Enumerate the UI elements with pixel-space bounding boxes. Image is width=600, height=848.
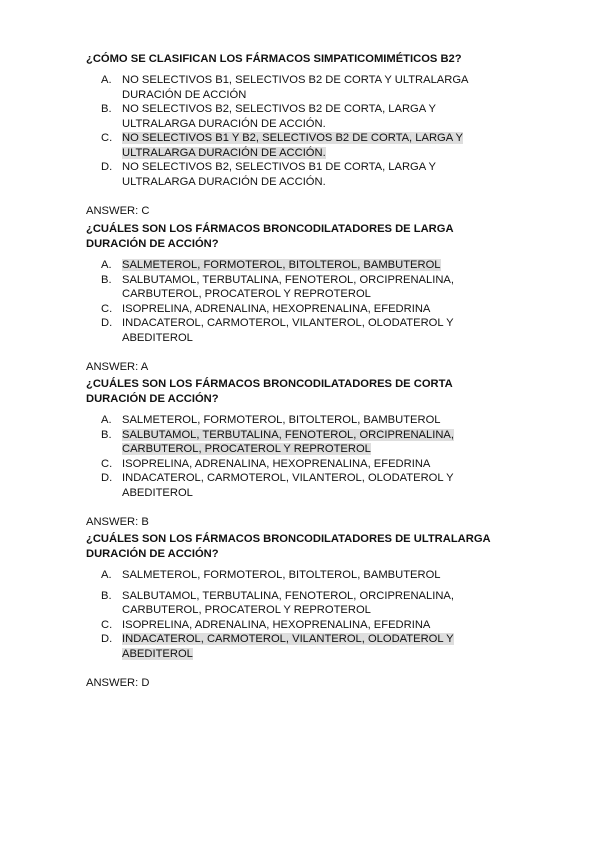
options-list (86, 73, 506, 189)
option-text-highlighted: SALBUTAMOL, TERBUTALINA, FENOTEROL, ORCIPRENALINA, CARBUTEROL, PROCATEROL Y REPROTEROL (122, 428, 454, 455)
option-a (86, 73, 506, 102)
option-letter: C. (101, 302, 113, 315)
option-a (86, 258, 506, 273)
option-letter: D. (101, 317, 113, 329)
options-list (86, 413, 506, 500)
option-text: NO SELECTIVOS B2, SELECTIVOS B2 DE CORTA, LARGA Y ULTRALARGA DURACIÓN DE ACCIÓN. (122, 103, 436, 130)
question-title: ¿CUÁLES SON LOS FÁRMACOS BRONCODILATADORES DE ULTRALARGA DURACIÓN DE ACCIÓN? (86, 533, 491, 560)
option-letter: B. (101, 428, 112, 441)
question-block-2 (86, 222, 506, 373)
answer-label: ANSWER: B (86, 516, 149, 528)
option-text: NO SELECTIVOS B2, SELECTIVOS B1 DE CORTA, LARGA Y ULTRALARGA DURACIÓN DE ACCIÓN. (122, 161, 436, 188)
options-list (86, 568, 506, 661)
question-title: ¿CÓMO SE CLASIFICAN LOS FÁRMACOS SIMPATICOMIMÉTICOS B2? (86, 53, 462, 65)
option-letter: A. (101, 569, 112, 581)
option-c (86, 131, 506, 160)
option-c (86, 618, 506, 633)
option-b (86, 273, 506, 302)
option-c (86, 302, 506, 317)
option-text: SALBUTAMOL, TERBUTALINA, FENOTEROL, ORCIPRENALINA, CARBUTEROL, PROCATEROL Y REPROTEROL (122, 589, 454, 616)
option-letter: D. (101, 633, 113, 645)
option-a (86, 568, 506, 583)
option-text: NO SELECTIVOS B1, SELECTIVOS B2 DE CORTA Y ULTRALARGA DURACIÓN DE ACCIÓN (122, 74, 468, 101)
option-text-highlighted: SALMETEROL, FORMOTEROL, BITOLTEROL, BAMBUTEROL (122, 259, 441, 271)
question-title: ¿CUÁLES SON LOS FÁRMACOS BRONCODILATADORES DE CORTA DURACIÓN DE ACCIÓN? (86, 378, 453, 405)
option-text: INDACATEROL, CARMOTEROL, VILANTEROL, OLODATEROL Y ABEDITEROL (122, 472, 454, 499)
options-list (86, 258, 506, 345)
question-block-3 (86, 377, 506, 528)
option-b (86, 102, 506, 131)
option-text: ISOPRELINA, ADRENALINA, HEXOPRENALINA, EFEDRINA (122, 302, 431, 315)
option-a (86, 413, 506, 428)
option-letter: C. (101, 132, 113, 144)
option-d (86, 316, 506, 345)
option-letter: B. (101, 589, 112, 602)
answer-label: ANSWER: A (86, 361, 149, 373)
question-block-4 (86, 532, 506, 689)
option-c (86, 457, 506, 472)
option-d (86, 632, 506, 661)
option-text-highlighted: NO SELECTIVOS B1 Y B2, SELECTIVOS B2 DE CORTA, LARGA Y ULTRALARGA DURACIÓN DE ACCIÓN. (122, 132, 463, 159)
option-text: SALMETEROL, FORMOTEROL, BITOLTEROL, BAMBUTEROL (122, 414, 441, 426)
option-letter: B. (101, 273, 112, 286)
option-text: SALMETEROL, FORMOTEROL, BITOLTEROL, BAMBUTEROL (122, 569, 441, 581)
question-title: ¿CUÁLES SON LOS FÁRMACOS BRONCODILATADORES DE LARGA DURACIÓN DE ACCIÓN? (86, 223, 454, 250)
option-d (86, 471, 506, 500)
option-d (86, 160, 506, 189)
option-letter: A. (101, 259, 112, 271)
option-letter: C. (101, 457, 113, 470)
option-letter: A. (101, 74, 112, 86)
option-letter: C. (101, 618, 113, 631)
option-b (86, 428, 506, 457)
option-text: ISOPRELINA, ADRENALINA, HEXOPRENALINA, EFEDRINA (122, 618, 431, 631)
option-letter: B. (101, 103, 112, 115)
question-block-1 (86, 52, 506, 217)
option-letter: D. (101, 161, 113, 173)
option-letter: D. (101, 472, 113, 484)
answer-label: ANSWER: C (86, 205, 150, 217)
option-b (86, 589, 506, 618)
option-text: SALBUTAMOL, TERBUTALINA, FENOTEROL, ORCIPRENALINA, CARBUTEROL, PROCATEROL Y REPROTEROL (122, 273, 454, 300)
option-text: ISOPRELINA, ADRENALINA, HEXOPRENALINA, EFEDRINA (122, 457, 431, 470)
option-text: INDACATEROL, CARMOTEROL, VILANTEROL, OLODATEROL Y ABEDITEROL (122, 317, 454, 344)
option-letter: A. (101, 414, 112, 426)
answer-label: ANSWER: D (86, 677, 150, 689)
option-text-highlighted: INDACATEROL, CARMOTEROL, VILANTEROL, OLODATEROL Y ABEDITEROL (122, 633, 454, 660)
